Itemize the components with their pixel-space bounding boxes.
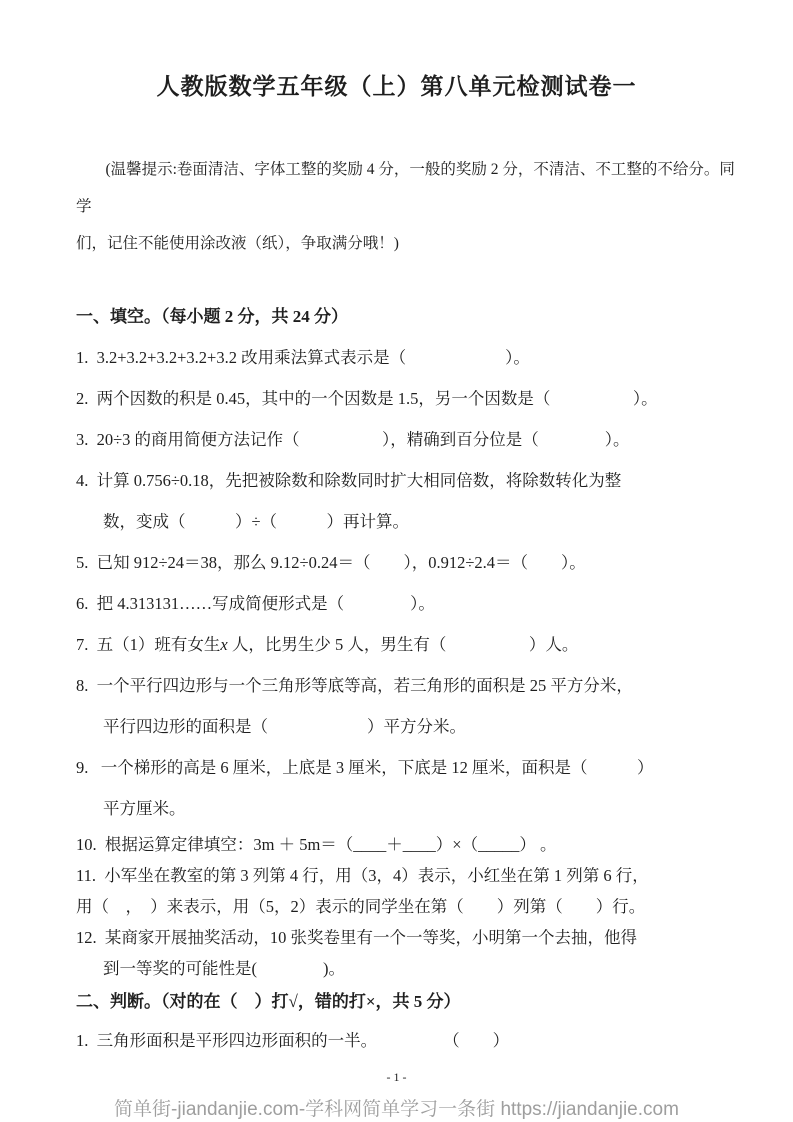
section-2-heading: 二、判断。（对的在（ ）打√，错的打×，共 5 分） <box>76 992 461 1011</box>
hint-line-1: (温馨提示:卷面清洁、字体工整的奖励 4 分，一般的奖励 2 分，不清洁、不工整的不给分。同学 <box>76 161 735 215</box>
question-3: 3. 20÷3 的商用简便方法记作（ ），精确到百分位是（ ）。 <box>76 430 630 449</box>
question-4-line-2: 数，变成（ ）÷（ ）再计算。 <box>103 512 410 531</box>
judge-question-1: 1. 三角形面积是平形四边形面积的一半。 （ ） <box>76 1031 510 1050</box>
questions-area <box>76 296 739 1062</box>
question-12-line-2: 到一等奖的可能性是( )。 <box>103 959 345 978</box>
question-5: 5. 已知 912÷24＝38，那么 9.12÷0.24＝（ ），0.912÷2.4＝（ ）。 <box>76 553 586 572</box>
question-7 <box>76 624 739 665</box>
question-7-text-post: 人，比男生少 5 人，男生有（ ）人。 <box>227 635 579 654</box>
question-2: 2. 两个因数的积是 0.45，其中的一个因数是 1.5，另一个因数是（ ）。 <box>76 389 658 408</box>
page-title: 人教版数学五年级（上）第八单元检测试卷一 <box>156 74 637 99</box>
question-11-line-2: 用（ ， ）来表示，用（5，2）表示的同学坐在第（ ）列第（ ）行。 <box>76 897 646 916</box>
question-7-variable-x: x <box>220 635 228 654</box>
hint-line-2: 们，记住不能使用涂改液（纸），争取满分哦！) <box>76 235 399 252</box>
page-number: - 1 - <box>386 1070 407 1084</box>
question-1: 1. 3.2+3.2+3.2+3.2+3.2 改用乘法算式表示是（ ）。 <box>76 348 530 367</box>
section-1-heading: 一、填空。（每小题 2 分，共 24 分） <box>76 307 348 326</box>
hint-block <box>76 151 735 262</box>
footer-watermark: 简单街-jiandanjie.com-学科网简单学习一条街 https://jiandanjie.com <box>114 1099 679 1120</box>
question-12-line-1: 12. 某商家开展抽奖活动，10 张奖卷里有一个一等奖，小明第一个去抽，他得 <box>76 928 637 947</box>
question-7-text-pre: 7. 五（1）班有女生 <box>76 635 221 654</box>
question-8-line-2: 平行四边形的面积是（ ）平方分米。 <box>103 717 466 736</box>
question-8-line-1: 8. 一个平行四边形与一个三角形等底等高，若三角形的面积是 25 平方分米， <box>76 676 633 695</box>
question-10: 10. 根据运算定律填空：3m ＋ 5m＝（____＋____）×（_____） 。 <box>76 835 557 854</box>
question-9-line-2: 平方厘米。 <box>103 799 186 818</box>
question-4-line-1: 4. 计算 0.756÷0.18，先把被除数和除数同时扩大相同倍数，将除数转化为整 <box>76 471 622 490</box>
question-9-line-1: 9. 一个梯形的高是 6 厘米，上底是 3 厘米，下底是 12 厘米，面积是（ ） <box>76 758 654 777</box>
question-11-line-1: 11. 小军坐在教室的第 3 列第 4 行，用（3，4）表示，小红坐在第 1 列第 6 行， <box>76 866 649 885</box>
question-6: 6. 把 4.313131……写成简便形式是（ ）。 <box>76 594 435 613</box>
